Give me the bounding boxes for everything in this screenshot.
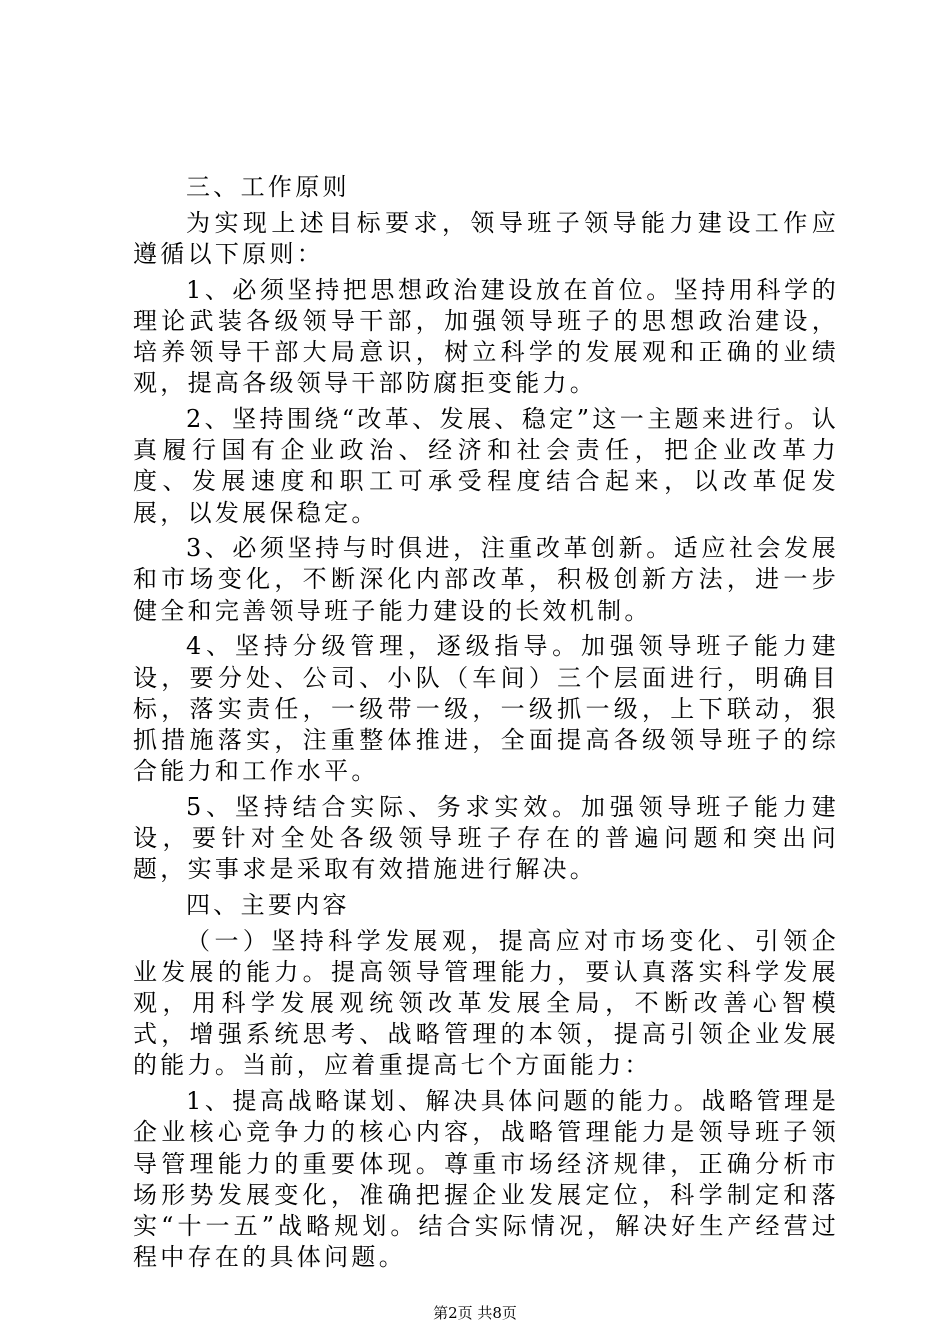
paragraph-principle-1: 1、必须坚持把思想政治建设放在首位。坚持用科学的理论武装各级领导干部，加强领导班子的思想政治建设，培养领导干部大局意识，树立科学的发展观和正确的业绩观，提高各级领导干部防腐拒变能力。 xyxy=(133,275,839,398)
page-number-footer: 第2页 共8页 xyxy=(433,1304,517,1322)
section-heading-principles: 三、工作原则 xyxy=(186,173,350,201)
section-heading-main-content: 四、主要内容 xyxy=(186,890,350,919)
paragraph-principle-4: 4、坚持分级管理，逐级指导。加强领导班子能力建设，要分处、公司、小队（车间）三个层面进行，明确目标，落实责任，一级带一级，一级抓一级，上下联动，狠抓措施落实，注重整体推进，全面提高各级领导班子的综合能力和工作水平。 xyxy=(133,632,839,786)
paragraph-principle-2: 2、坚持围绕“改革、发展、稳定”这一主题来进行。认真履行国有企业政治、经济和社会责任，把企业改革力度、发展速度和职工可承受程度结合起来，以改革促发展，以发展保稳定。 xyxy=(133,404,839,527)
paragraph-subsection-1: （一）坚持科学发展观，提高应对市场变化、引领企业发展的能力。提高领导管理能力，要认真落实科学发展观，用科学发展观统领改革发展全局，不断改善心智模式，增强系统思考、战略管理的本领，提高引领企业发展的能力。当前，应着重提高七个方面能力： xyxy=(133,926,839,1080)
paragraph-principle-3: 3、必须坚持与时俱进，注重改革创新。适应社会发展和市场变化，不断深化内部改革，积极创新方法，进一步健全和完善领导班子能力建设的长效机制。 xyxy=(133,534,839,625)
paragraph-ability-1: 1、提高战略谋划、解决具体问题的能力。战略管理是企业核心竞争力的核心内容，战略管理能力是领导班子领导管理能力的重要体现。尊重市场经济规律，正确分析市场形势发展变化，准确把握企业发展定位，科学制定和落实“十一五”战略规划。结合实际情况，解决好生产经营过程中存在的具体问题。 xyxy=(133,1087,839,1272)
paragraph-principle-5: 5、坚持结合实际、务求实效。加强领导班子能力建设，要针对全处各级领导班子存在的普遍问题和突出问题，实事求是采取有效措施进行解决。 xyxy=(133,792,839,884)
document-body xyxy=(133,172,839,1278)
paragraph-intro: 为实现上述目标要求，领导班子领导能力建设工作应遵循以下原则： xyxy=(133,208,839,268)
